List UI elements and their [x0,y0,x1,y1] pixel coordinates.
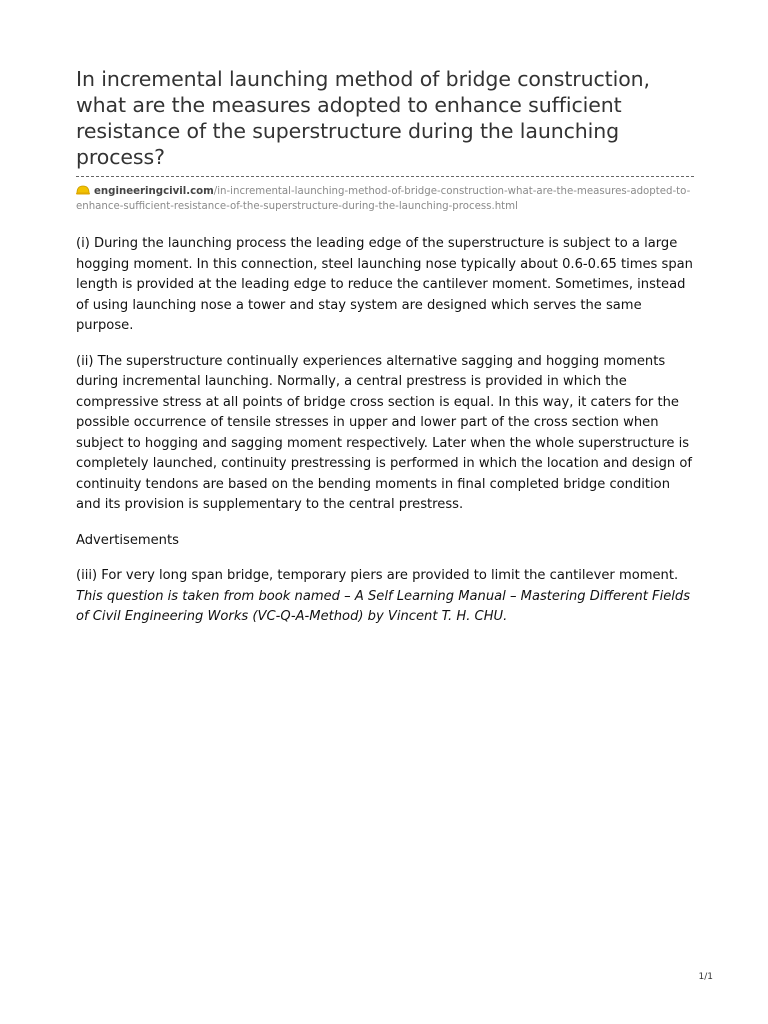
paragraph-1: (i) During the launching process the leading edge of the superstructure is subject to a large hogging moment. In this connection, steel launching nose typically about 0.6-0.65 times span length is provided at the leading edge to reduce the cantilever moment. Sometimes, instead of using launching nose a tower and stay system are designed which serves the same purpose. [76,236,693,333]
page-number: 1/1 [698,972,713,982]
paragraph-3: (iii) For very long span bridge, temporary piers are provided to limit the cantilever moment. [76,568,679,583]
article-title: In incremental launching method of bridge construction, what are the measures adopted to enhance sufficient resistance of the superstructure during the launching process? [76,67,650,169]
source-note: This question is taken from book named – A Self Learning Manual – Mastering Different Fields of Civil Engineering Works (VC-Q-A-Method) by Vincent T. H. CHU. [76,588,691,624]
paragraph-2: (ii) The superstructure continually experiences alternative sagging and hogging moments during incremental launching. Normally, a central prestress is provided in which the compressive stress at all points of bridge cross section is equal. In this way, it caters for the possible occurrence of tensile stresses in upper and lower part of the cross section when subject to hogging and sagging moment respectively. Later when the whole superstructure is completely launched, continuity prestressing is performed in which the location and design of continuity tendons are based on the bending moments in final completed bridge condition and its provision is supplementary to the central prestress. [76,353,692,512]
advertisements-label: Advertisements [76,532,179,548]
source-line [76,184,694,214]
source-path-link[interactable]: /in-incremental-launching-method-of-bridge-construction-what-are-the-measures-adopted-to-enhance-sufficient-resistance-of-the-superstructure-during-the-launching-process.html [76,186,691,212]
source-domain-link[interactable]: engineeringcivil.com [94,186,214,197]
article [76,66,694,643]
article-body [76,234,694,628]
hard-hat-icon [76,185,90,195]
title-divider [76,176,694,177]
